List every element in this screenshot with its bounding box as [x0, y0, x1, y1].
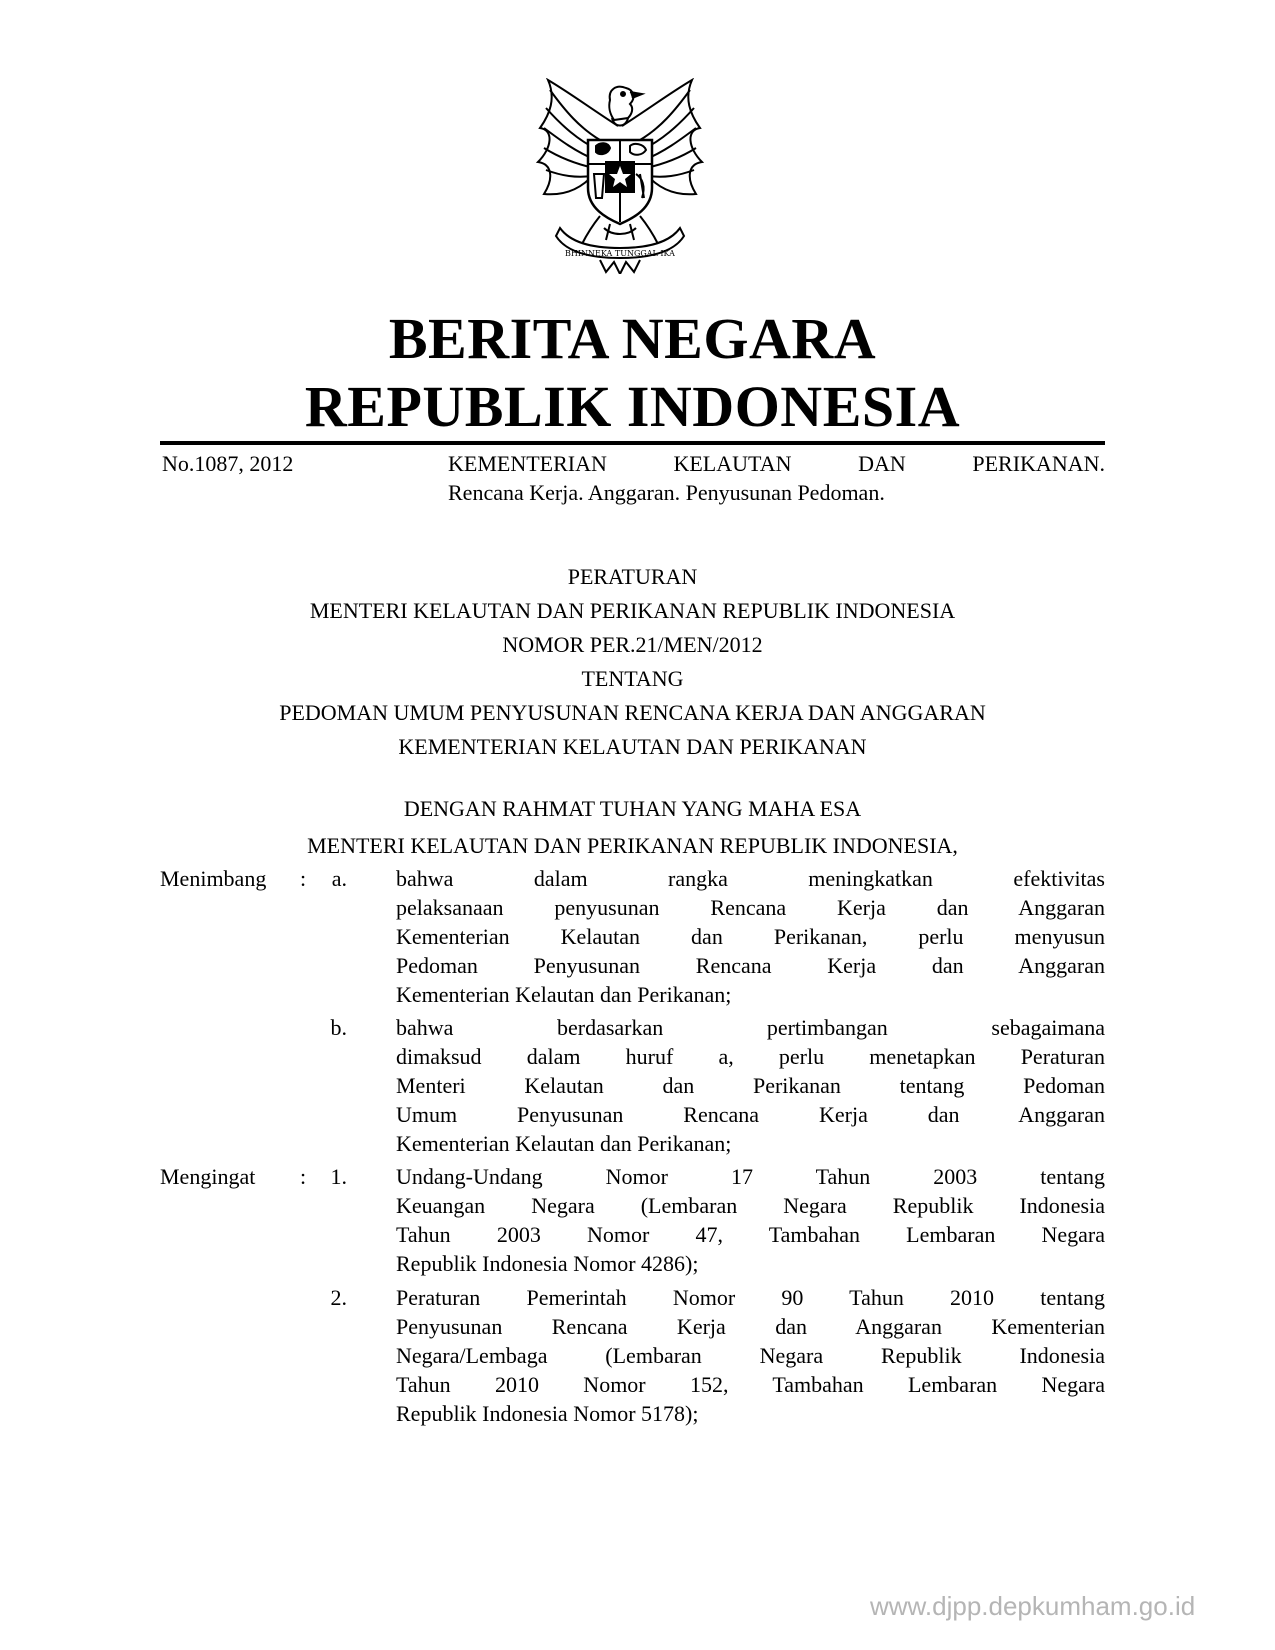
- subject-word: KEMENTERIAN: [448, 451, 607, 476]
- menimbang-label: Menimbang: [160, 866, 267, 891]
- mengingat-item-1: [396, 1162, 1105, 1278]
- text-line: Negara/Lembaga (Lembaran Negara Republik Indonesia: [396, 1343, 1105, 1368]
- text-line: Umum Penyusunan Rencana Kerja dan Anggaran: [396, 1102, 1105, 1127]
- masthead-rule: [160, 441, 1105, 445]
- subject-line2: Rencana Kerja. Anggaran. Penyusunan Pedoman.: [448, 480, 885, 505]
- subject-word: PERIKANAN.: [972, 451, 1105, 476]
- text-line: Menteri Kelautan dan Perikanan tentang Pedoman: [396, 1073, 1105, 1098]
- subject-word: KELAUTAN: [673, 451, 792, 476]
- text-line: Kementerian Kelautan dan Perikanan;: [396, 982, 732, 1007]
- menimbang-item-a-marker: a.: [331, 866, 347, 891]
- opening-line2: MENTERI KELAUTAN DAN PERIKANAN REPUBLIK INDONESIA,: [307, 833, 958, 858]
- menimbang-item-b: [396, 1013, 1105, 1158]
- regulation-heading: [160, 560, 1105, 764]
- subject-line1: [448, 449, 1105, 478]
- source-watermark: www.djpp.depkumham.go.id: [870, 1591, 1196, 1621]
- regulation-type: PERATURAN: [567, 564, 698, 589]
- regulation-issuer: MENTERI KELAUTAN DAN PERIKANAN REPUBLIK INDONESIA: [309, 598, 956, 623]
- text-line: pelaksanaan penyusunan Rencana Kerja dan Anggaran: [396, 895, 1105, 920]
- mengingat-item-2-marker: 2.: [330, 1285, 347, 1310]
- subject-word: DAN: [858, 451, 906, 476]
- mengingat-label: Mengingat: [160, 1164, 256, 1189]
- masthead-title-line1: BERITA NEGARA: [388, 306, 877, 371]
- text-line: Republik Indonesia Nomor 5178);: [396, 1401, 699, 1426]
- menimbang-colon: :: [300, 866, 307, 891]
- text-line: bahwa berdasarkan pertimbangan sebagaimana: [396, 1015, 1105, 1040]
- mengingat-item-1-marker: 1.: [330, 1164, 347, 1189]
- text-line: Pedoman Penyusunan Rencana Kerja dan Anggaran: [396, 953, 1105, 978]
- text-line: bahwa dalam rangka meningkatkan efektivitas: [396, 866, 1105, 891]
- svg-text:BHINNEKA TUNGGAL IKA: BHINNEKA TUNGGAL IKA: [565, 249, 675, 258]
- gazette-number: No.1087, 2012: [162, 451, 294, 476]
- gazette-subject: [448, 449, 1105, 507]
- text-line: Kementerian Kelautan dan Perikanan, perlu menyusun: [396, 924, 1105, 949]
- regulation-number: NOMOR PER.21/MEN/2012: [502, 632, 763, 657]
- text-line: Kementerian Kelautan dan Perikanan;: [396, 1131, 732, 1156]
- text-line: Undang-Undang Nomor 17 Tahun 2003 tentang: [396, 1164, 1105, 1189]
- regulation-about: TENTANG: [581, 666, 684, 691]
- menimbang-item-a: [396, 864, 1105, 1009]
- menimbang-item-b-marker: b.: [330, 1015, 347, 1040]
- text-line: Tahun 2010 Nomor 152, Tambahan Lembaran Negara: [396, 1372, 1105, 1397]
- opening-line1: DENGAN RAHMAT TUHAN YANG MAHA ESA: [403, 796, 862, 821]
- text-line: Peraturan Pemerintah Nomor 90 Tahun 2010 tentang: [396, 1285, 1105, 1310]
- text-line: Tahun 2003 Nomor 47, Tambahan Lembaran Negara: [396, 1222, 1105, 1247]
- text-line: dimaksud dalam huruf a, perlu menetapkan Peraturan: [396, 1044, 1105, 1069]
- regulation-title-line1: PEDOMAN UMUM PENYUSUNAN RENCANA KERJA DAN ANGGARAN: [279, 700, 986, 725]
- text-line: Keuangan Negara (Lembaran Negara Republik Indonesia: [396, 1193, 1105, 1218]
- mengingat-item-2: [396, 1283, 1105, 1428]
- text-line: Republik Indonesia Nomor 4286);: [396, 1251, 699, 1276]
- regulation-title-line2: KEMENTERIAN KELAUTAN DAN PERIKANAN: [398, 734, 867, 759]
- mengingat-colon: :: [300, 1164, 307, 1189]
- opening-formula: [160, 790, 1105, 864]
- garuda-emblem-icon: [530, 78, 710, 274]
- text-line: Penyusunan Rencana Kerja dan Anggaran Kementerian: [396, 1314, 1105, 1339]
- masthead-title-line2: REPUBLIK INDONESIA: [304, 374, 961, 439]
